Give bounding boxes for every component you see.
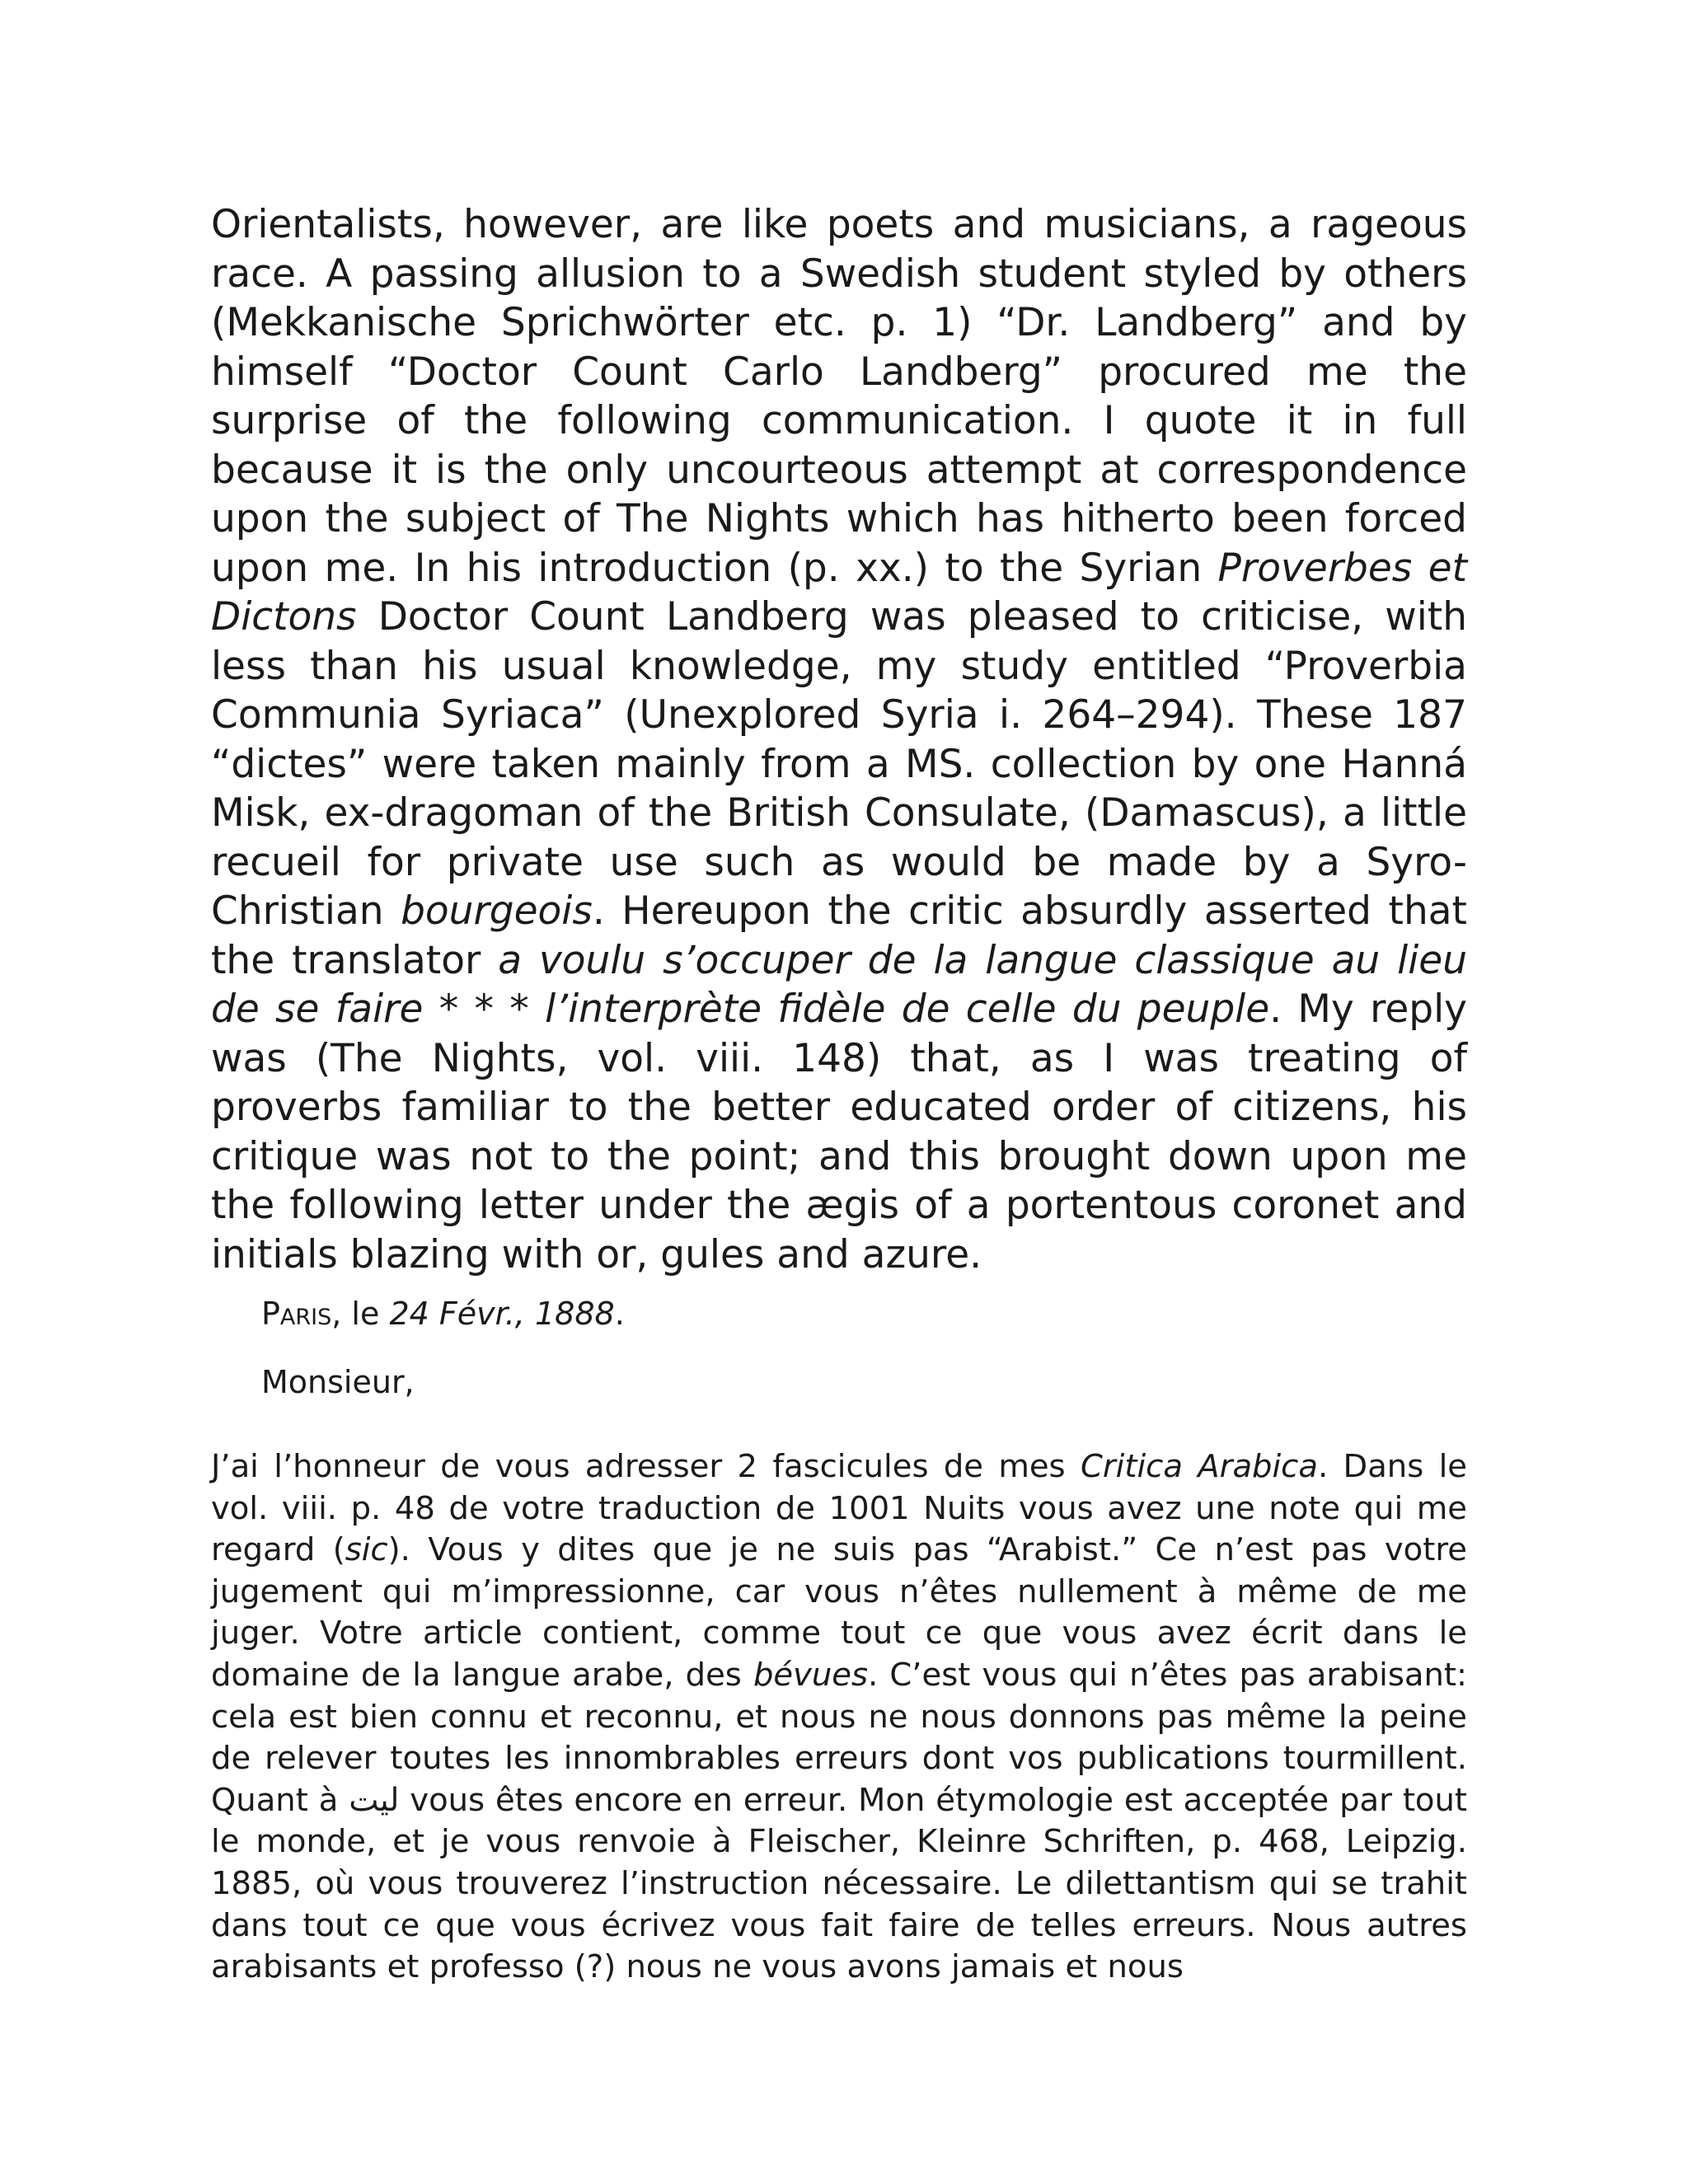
letter-place: Paris xyxy=(261,1296,332,1332)
italic-run: sic xyxy=(345,1531,388,1569)
page-content xyxy=(211,200,1467,1989)
italic-run: bévues xyxy=(753,1656,869,1694)
date-end: . xyxy=(614,1296,625,1332)
text-run: Orientalists, however, are like poets and musicians, a rageous race. A passing allusion to a Swedish student styled by others (Mekkanische Sprichwörter etc. p. 1) “Dr. Landberg” and by himself “Doctor Count Carlo Landberg” procured me the surprise of the following communication. I quote it in full because it is the only uncourteous attempt at correspondence upon the subject of The Nights which has hitherto been forced upon me. In his introduction (p. xx.) to the Syrian xyxy=(211,202,1467,591)
text-run: . Dans le vol. viii. p. 48 de votre traduction de 1001 Nuits vous avez une note qui me regard ( xyxy=(211,1448,1467,1569)
text-run: Doctor Count Landberg was pleased to criticise, with less than his usual knowledge, my study entitled “Proverbia Communia Syriaca” (Unexplored Syria i. 264–294). These 187 “dictes” were taken mainly from a MS. collection by one Hanná Misk, ex-dragoman of the British Consulate, (Damascus), a little recueil for private use such as would be made by a Syro-Christian xyxy=(211,594,1467,934)
italic-run: bourgeois xyxy=(401,888,593,934)
date-separator: , le xyxy=(331,1296,390,1332)
letter-salutation: Monsieur, xyxy=(261,1364,415,1400)
text-run: ). Vous y dites que je ne suis pas “Arabist.” Ce n’est pas votre jugement qui m’impressionne, car vous n’êtes nullement à même de me juger. Votre article contient, comme tout ce que vous avez écrit dans le domaine de la langue arabe, des xyxy=(211,1531,1467,1694)
text-run: . My reply was (The Nights, vol. viii. 148) that, as I was treating of proverbs familiar to the better educated order of citizens, his critique was not to the point; and this brought down upon me the following letter under the ægis of a portentous coronet and initials blazing with or, gules and azure. xyxy=(211,987,1467,1277)
text-run: . C’est vous qui n’êtes pas arabisant: cela est bien connu et reconnu, et nous ne nous donnons pas même la peine de relever toutes les innombrables erreurs dont vos publications tourmillent. Quant à xyxy=(211,1656,1467,1819)
italic-run: Critica Arabica xyxy=(1080,1448,1318,1485)
italic-run: a voulu s’occuper de la langue classique au lieu de se faire * * * l’interprète fidèle de celle du peuple xyxy=(211,937,1467,1032)
letter-date: 24 Févr., 1888 xyxy=(389,1296,615,1332)
text-run: . Hereupon the critic absurdly asserted that the translator xyxy=(211,888,1467,983)
arabic-word: ليت xyxy=(349,1781,400,1819)
text-run: J’ai l’honneur de vous adresser 2 fascicules de mes xyxy=(211,1448,1081,1485)
letter-body xyxy=(211,1446,1467,1989)
italic-run: Proverbes et Dictons xyxy=(211,545,1468,640)
text-run: vous êtes encore en erreur. Mon étymologie est acceptée par tout le monde, et je vous renvoie à Fleischer, Kleinre Schriften, p. 468, Leipzig. 1885, où vous trouverez l’instruction nécessaire. Le dilettantism qui se trahit dans tout ce que vous écrivez vous fait faire de telles erreurs. Nous autres arabisants et professo (?) nous ne vous avons jamais et nous xyxy=(211,1781,1467,1986)
letter-dateline xyxy=(261,1294,1467,1333)
main-paragraph xyxy=(211,200,1467,1279)
